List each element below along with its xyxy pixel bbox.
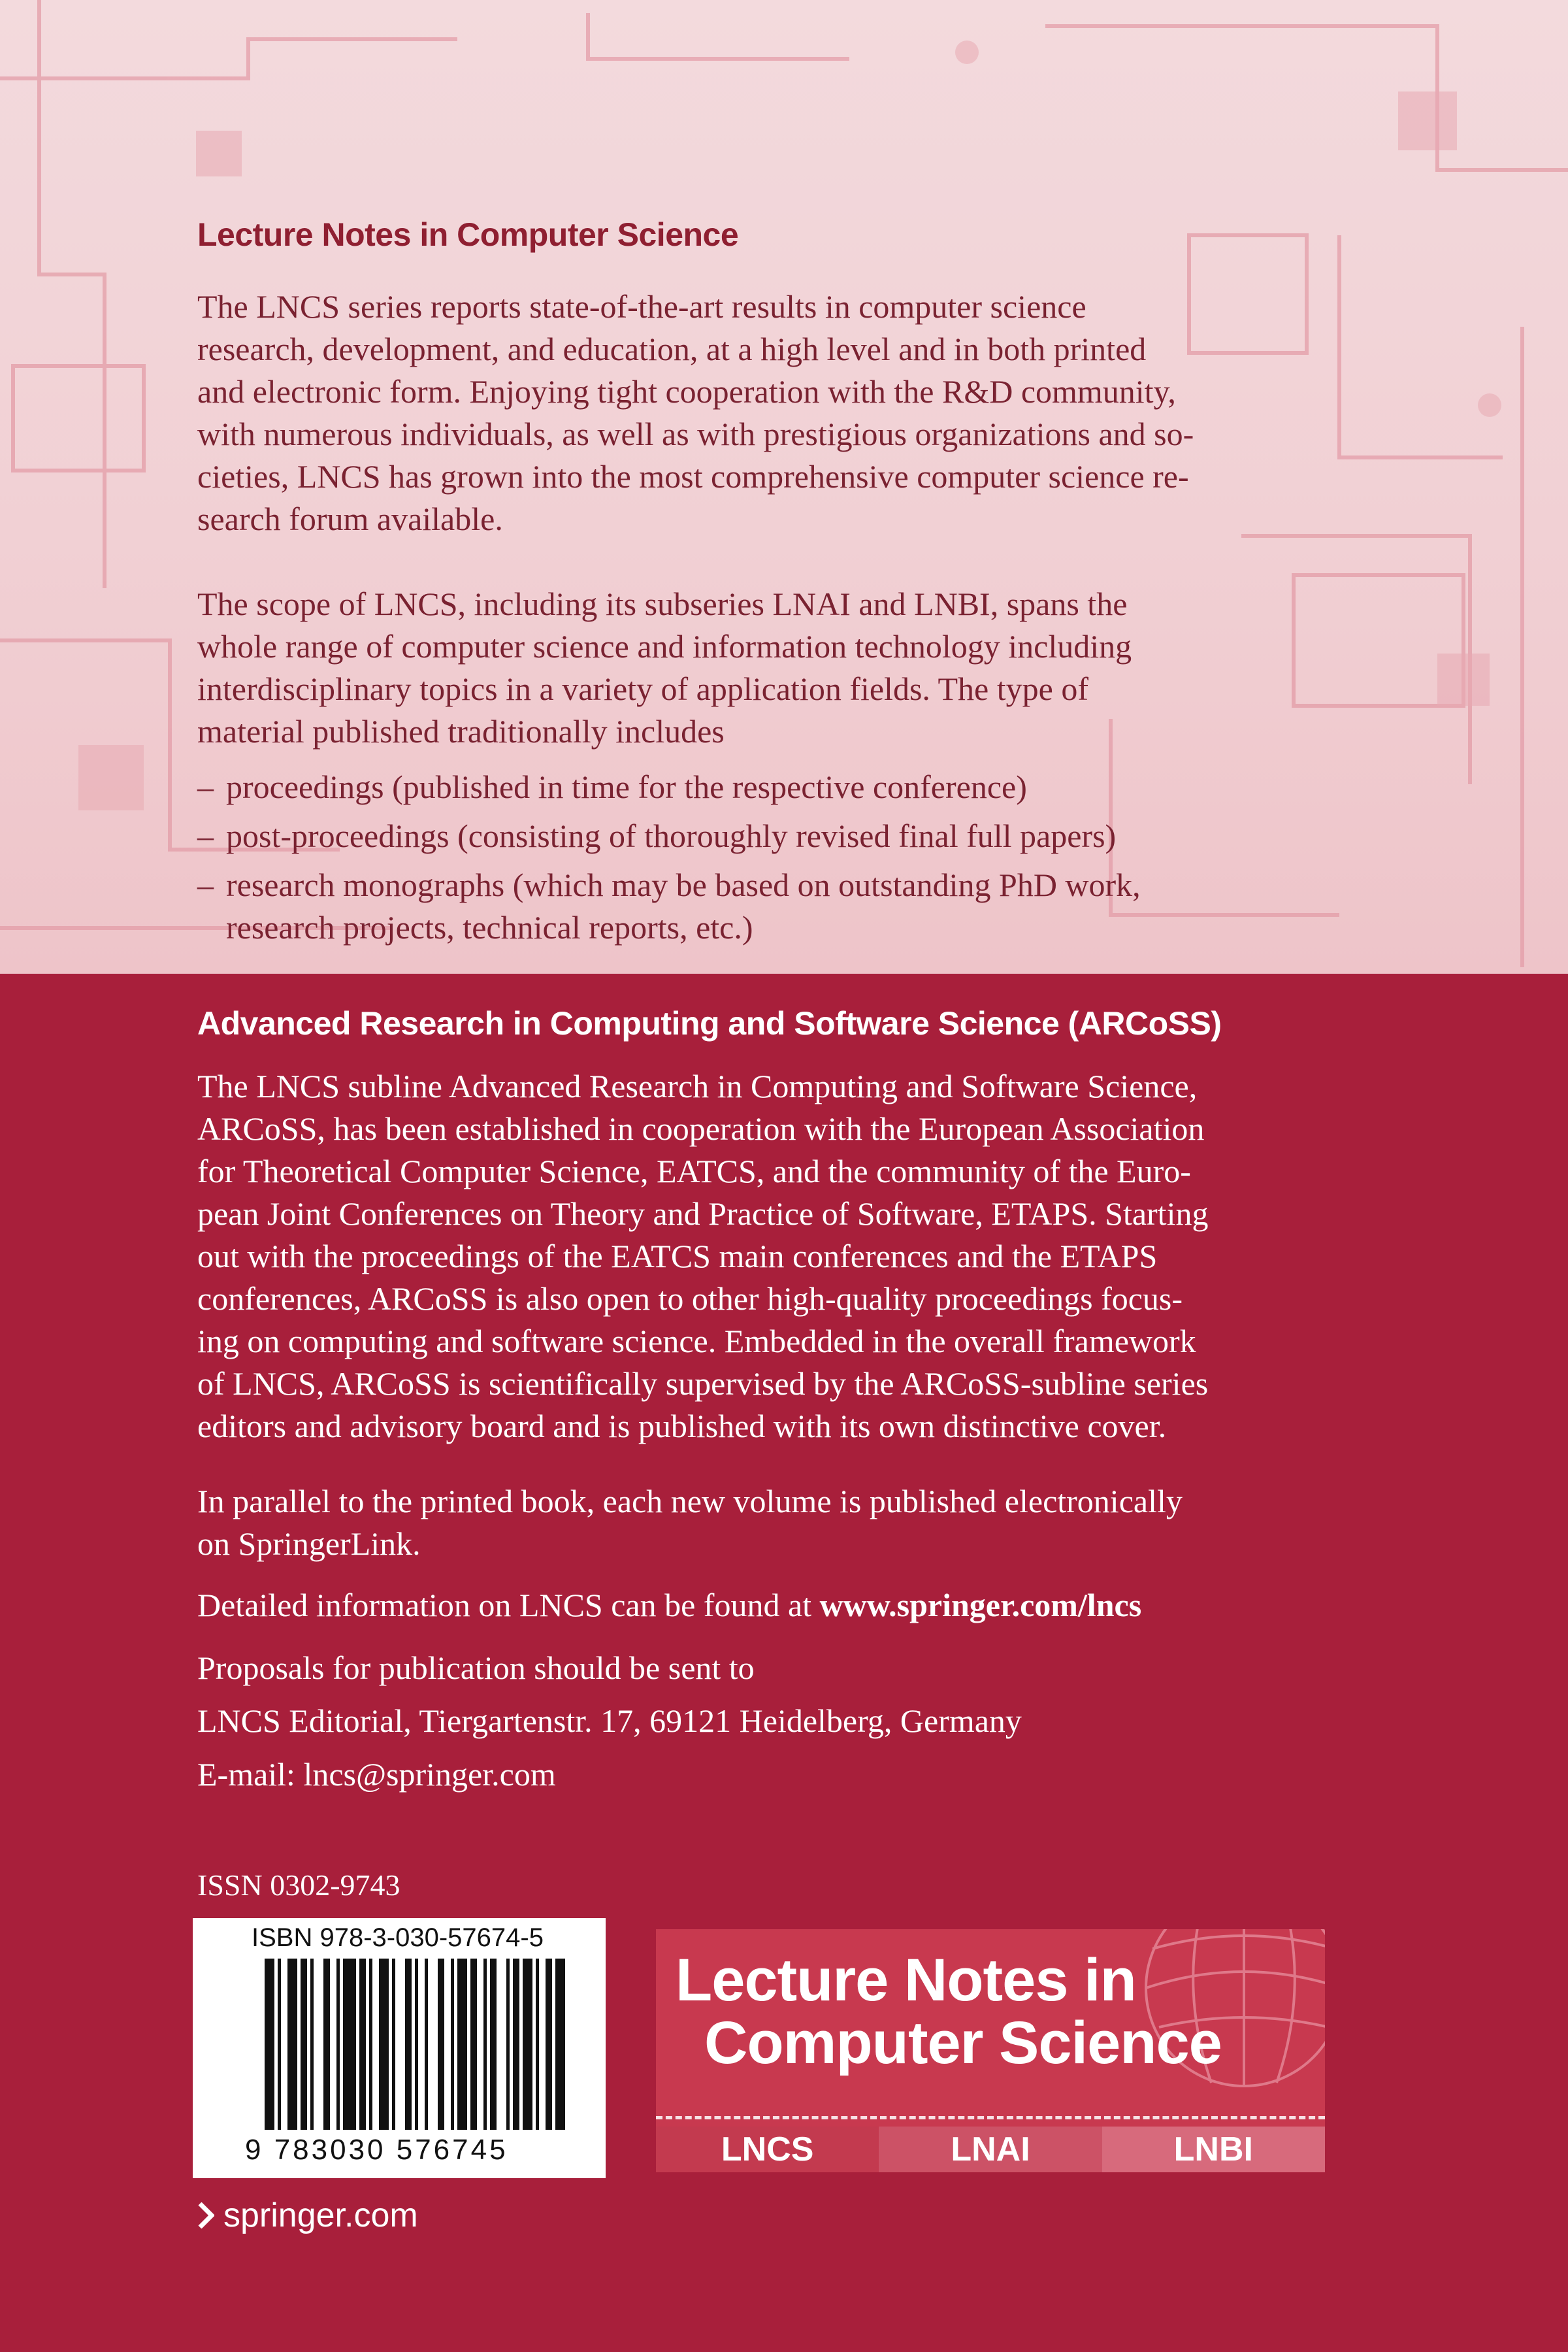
barcode-digits: 9 783030 576745 (245, 2134, 508, 2166)
material-list (197, 766, 1360, 955)
lncs-description (197, 286, 1360, 540)
barcode-bar (265, 1959, 274, 2130)
text-line: editors and advisory board and is published with its own distinctive cover. (197, 1408, 1167, 1444)
upper-section (0, 0, 1568, 974)
text-line: The LNCS subline Advanced Research in Computing and Software Science, (197, 1068, 1198, 1104)
text-line: research, development, and education, at a high level and in both printed (197, 331, 1147, 367)
barcode-bar (513, 1959, 519, 2130)
barcode-bar (483, 1959, 487, 2130)
lncs-heading: Lecture Notes in Computer Science (197, 216, 739, 253)
text-line: whole range of computer science and information technology including (197, 628, 1132, 665)
logo-subseries-tabs (656, 2127, 1325, 2172)
barcode-bar (301, 1959, 307, 2130)
barcode-bar (278, 1959, 281, 2130)
barcode-bar (457, 1959, 467, 2130)
lncs-info-line: Detailed information on LNCS can be found at www.springer.com/lncs (197, 1587, 1142, 1623)
text-line: In parallel to the printed book, each new volume is published electronically (197, 1483, 1183, 1519)
isbn-label: ISBN 978-3-030-57674-5 (252, 1923, 544, 1952)
list-item: – post-proceedings (consisting of thoroughly revised final full papers) (197, 815, 1360, 857)
barcode-bar (359, 1959, 366, 2130)
barcode-bar (555, 1959, 565, 2130)
text-line: and electronic form. Enjoying tight cooperation with the R&D community, (197, 373, 1176, 410)
text-line: ing on computing and software science. Embedded in the overall framework (197, 1323, 1196, 1359)
barcode-bar (392, 1959, 395, 2130)
proposals-line: Proposals for publication should be sent to (197, 1649, 755, 1686)
text-line: interdisciplinary topics in a variety of application fields. The type of (197, 671, 1088, 707)
barcode-bar (287, 1959, 297, 2130)
list-dash: – (197, 769, 214, 805)
barcode-bar (470, 1959, 477, 2130)
barcode-bar (536, 1959, 539, 2130)
lncs-series-logo (656, 1929, 1325, 2172)
barcode-bar (506, 1959, 510, 2130)
barcode-bar (323, 1959, 330, 2130)
text-line: pean Joint Conferences on Theory and Practice of Software, ETAPS. Starting (197, 1195, 1209, 1232)
logo-divider (656, 2116, 1325, 2119)
email-line: E-mail: lncs@springer.com (197, 1756, 556, 1793)
barcode-bar (379, 1959, 389, 2130)
list-item: – research monographs (which may be based on outstanding PhD work, research projects, technical reports, etc.) (197, 864, 1360, 949)
text-line: material published traditionally includes (197, 713, 725, 750)
logo-title: Lecture Notes in Computer Science (676, 1947, 1222, 2076)
isbn-barcode (193, 1918, 606, 2178)
lncs-url-link[interactable]: www.springer.com/lncs (819, 1587, 1142, 1623)
text-line: The LNCS series reports state-of-the-art results in computer science (197, 288, 1086, 325)
arcoss-heading: Advanced Research in Computing and Software Science (ARCoSS) (197, 1005, 1222, 1042)
barcode-bar (415, 1959, 418, 2130)
electronic-publication-note (197, 1480, 1360, 1565)
barcode-bar (336, 1959, 340, 2130)
barcode-bar (546, 1959, 552, 2130)
text-line: for Theoretical Computer Science, EATCS, and the community of the Euro- (197, 1153, 1191, 1189)
list-dash: – (197, 818, 214, 854)
text-line: with numerous individuals, as well as with prestigious organizations and so- (197, 416, 1194, 452)
logo-tab-lnbi: LNBI (1102, 2127, 1325, 2172)
chevron-right-icon (197, 2202, 214, 2228)
springer-link[interactable]: springer.com (197, 2196, 418, 2235)
barcode-bar (451, 1959, 454, 2130)
text-line: on SpringerLink. (197, 1525, 421, 1562)
logo-tab-lnai: LNAI (879, 2127, 1102, 2172)
barcode-bar (369, 1959, 372, 2130)
text-line: out with the proceedings of the EATCS main conferences and the ETAPS (197, 1238, 1158, 1274)
text-line: The scope of LNCS, including its subseries LNAI and LNBI, spans the (197, 586, 1128, 622)
barcode-bar (405, 1959, 412, 2130)
barcode-bar (523, 1959, 532, 2130)
barcode-bar (438, 1959, 444, 2130)
issn-number: ISSN 0302-9743 (197, 1868, 400, 1902)
text-line: cieties, LNCS has grown into the most comprehensive computer science re- (197, 458, 1189, 495)
barcode-bar (343, 1959, 356, 2130)
arcoss-description (197, 1065, 1360, 1448)
text-line: of LNCS, ARCoSS is scientifically supervised by the ARCoSS-subline series (197, 1365, 1209, 1402)
address-line: LNCS Editorial, Tiergartenstr. 17, 69121 Heidelberg, Germany (197, 1702, 1022, 1739)
list-item: – proceedings (published in time for the respective conference) (197, 766, 1360, 808)
text-line: ARCoSS, has been established in cooperation with the European Association (197, 1110, 1205, 1147)
text-line: conferences, ARCoSS is also open to other high-quality proceedings focus- (197, 1280, 1183, 1317)
barcode-bar (490, 1959, 497, 2130)
logo-tab-lncs: LNCS (656, 2127, 879, 2172)
barcode-bar (425, 1959, 428, 2130)
text-line: search forum available. (197, 501, 503, 537)
list-dash: – (197, 867, 214, 903)
barcode-bar (310, 1959, 314, 2130)
lncs-scope (197, 583, 1360, 753)
